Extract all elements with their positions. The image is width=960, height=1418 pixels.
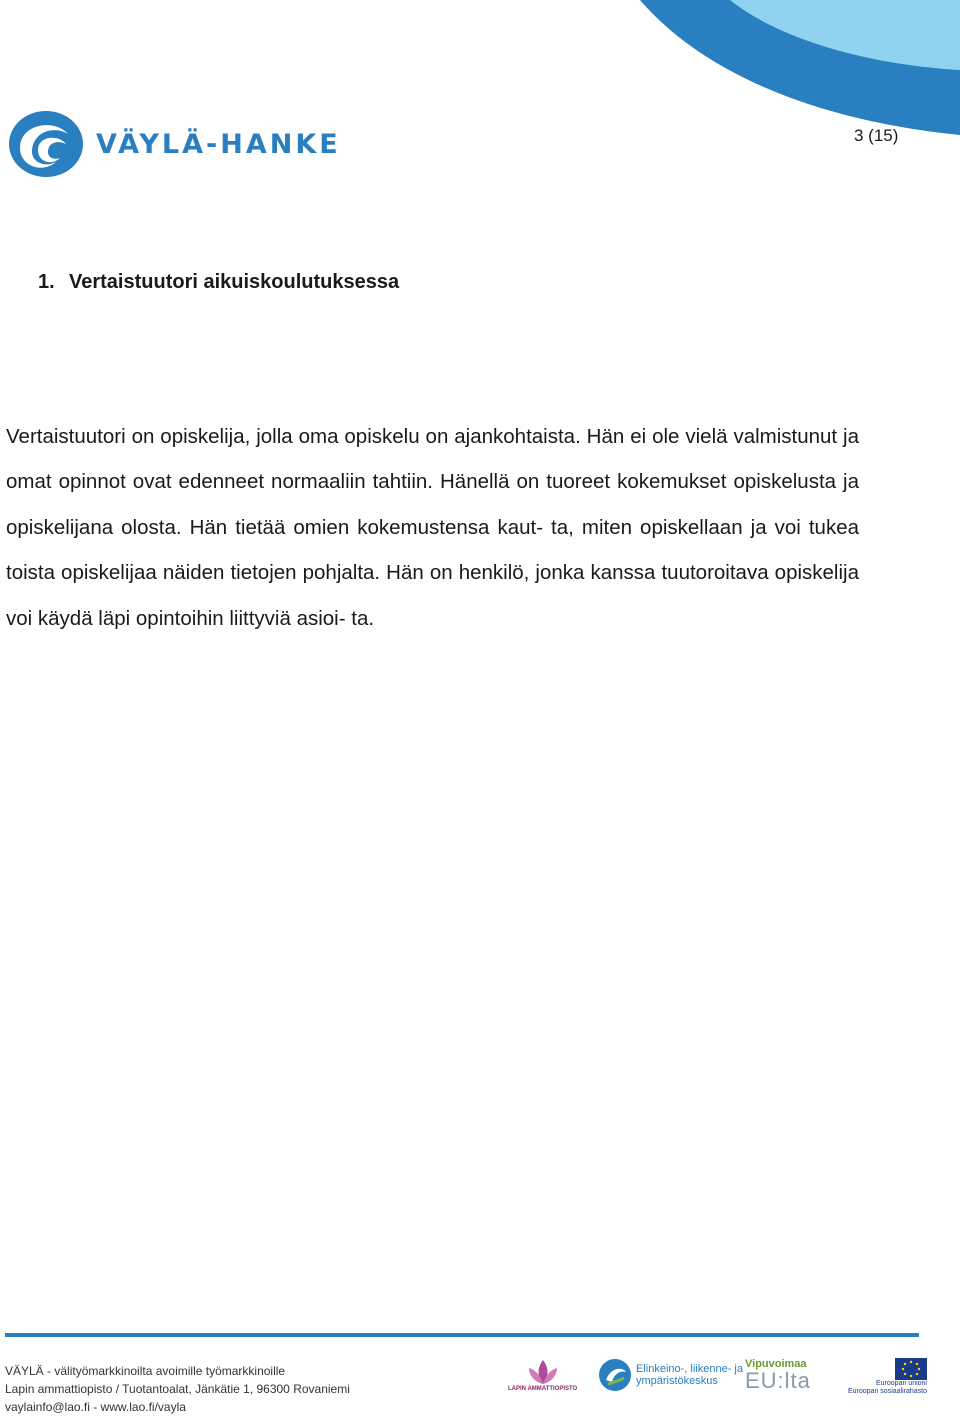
ely-emblem-icon (598, 1358, 632, 1392)
eu-flag-logo (848, 1358, 927, 1396)
ely-text-line1: Elinkeino-, liikenne- ja (636, 1363, 743, 1375)
eu-text-line1: Euroopan unioni (876, 1380, 927, 1387)
lotus-icon (523, 1358, 563, 1386)
section-heading (38, 271, 399, 294)
eu-text-line2: Euroopan sosiaalirahasto (848, 1388, 927, 1395)
lapin-logo-text: LAPIN AMMATTIOPISTO (508, 1386, 578, 1392)
vayla-hanke-logo (8, 108, 341, 180)
vipuvoimaa-eulta-logo (745, 1358, 811, 1392)
eulta-text: EU:lta (745, 1368, 811, 1393)
vipuvoimaa-text: Vipuvoimaa (745, 1358, 807, 1370)
body-paragraph: Vertaistuutori on opiskelija, jolla oma opiskelu on ajankohtaista. Hän ei ole vielä valmistunut ja omat opinnot ovat edenneet normaaliin tahtiin. Hänellä on tuoreet kokemukset opiskelusta ja opiskelijana olosta. Hän tietää omien kokemustensa kaut- ta, miten opiskellaan ja voi tukea toista opiskelijaa näiden tietojen pohjalta. Hän on henkilö, jonka kanssa tuutoroitava opiskelija voi käydä läpi opintoihin liittyviä asioi- ta. (6, 425, 859, 630)
section-title: Vertaistuutori aikuiskoulutuksessa (69, 271, 400, 293)
wave-logo-icon (8, 108, 88, 180)
footer-line-project: VÄYLÄ - välityömarkkinoilta avoimille työmarkkinoille (5, 1364, 286, 1378)
page-number: 3 (15) (854, 126, 899, 145)
footer-contact-info (5, 1362, 350, 1416)
footer-line-address: Lapin ammattiopisto / Tuotantoalat, Jänkätie 1, 96300 Rovaniemi (5, 1382, 350, 1396)
lapin-ammattiopisto-logo (508, 1358, 577, 1392)
section-number: 1. (38, 271, 55, 293)
footer-divider (5, 1333, 919, 1337)
ely-text-line2: ympäristökeskus (636, 1375, 718, 1387)
logo-wordmark: VÄYLÄ-HANKE (96, 128, 341, 160)
corner-swoosh-decoration (630, 0, 960, 140)
footer-line-contact: vaylainfo@lao.fi - www.lao.fi/vayla (5, 1400, 186, 1414)
ely-keskus-logo (598, 1358, 743, 1392)
eu-flag-icon (895, 1358, 927, 1380)
